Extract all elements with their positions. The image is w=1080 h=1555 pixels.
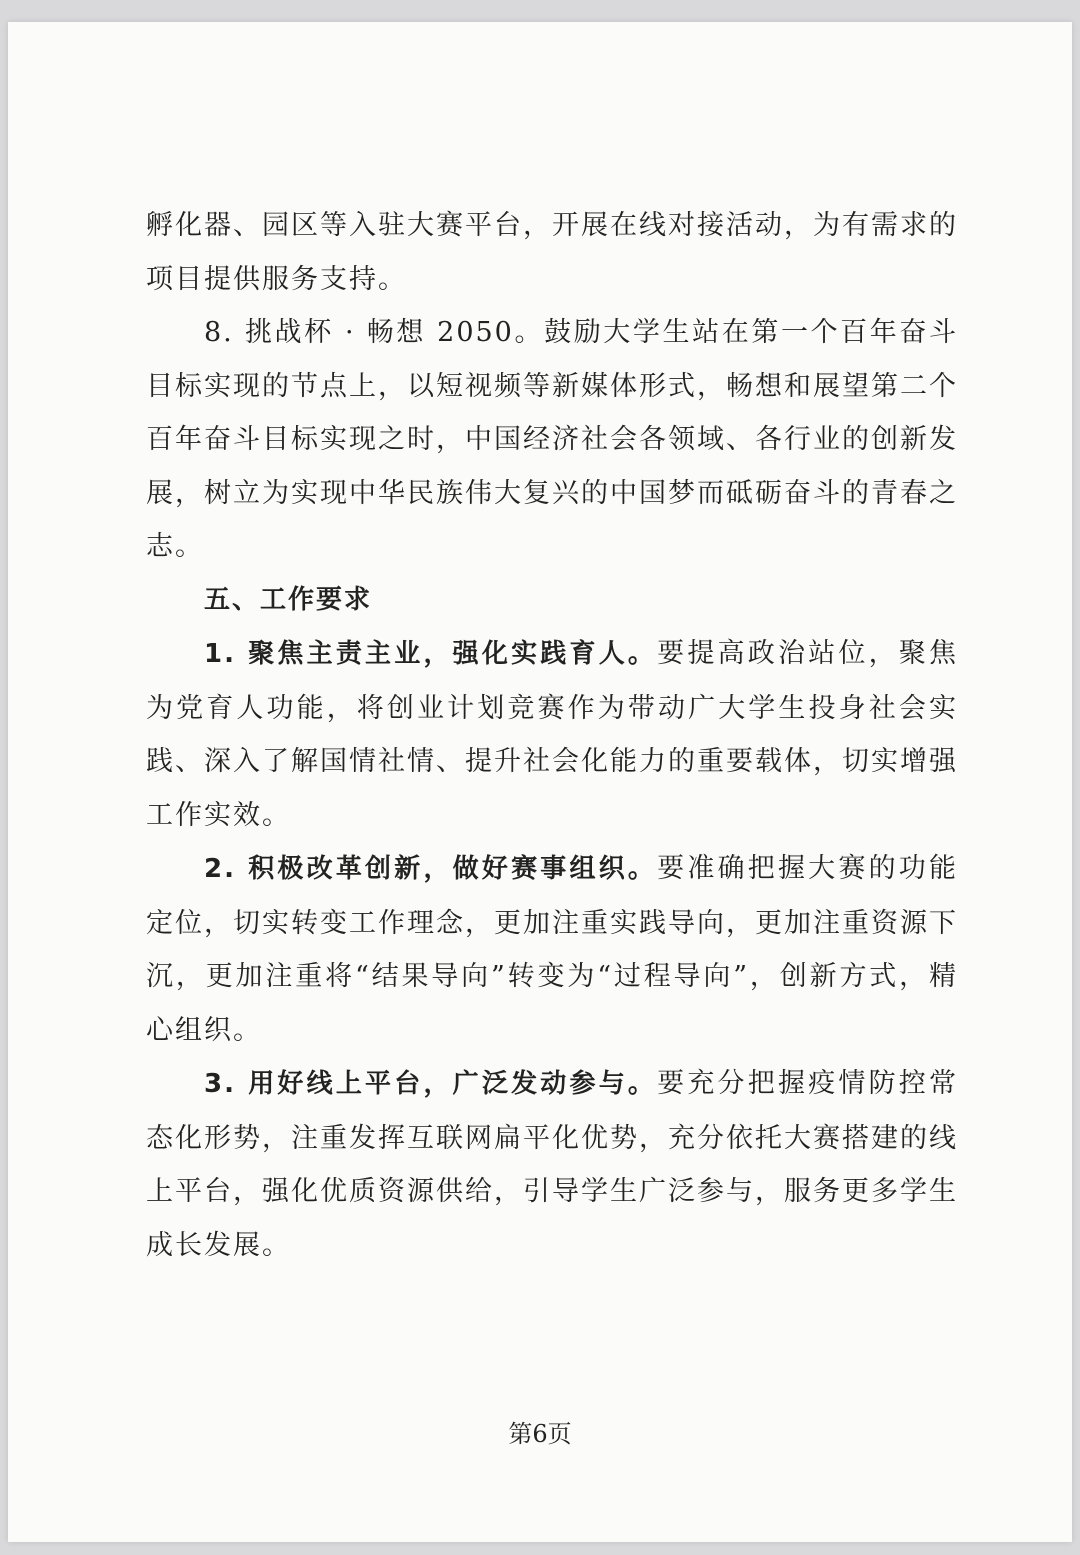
item-8-text: 鼓励大学生站在第一个百年奋斗目标实现的节点上，以短视频等新媒体形式，畅想和展望第二个百年奋斗目标实现之时，中国经济社会各领域、各行业的创新发展，树立为实现中华民族伟大复兴的中国梦而砥砺奋斗的青春之志。	[146, 317, 959, 562]
requirement-2-title: 2. 积极改革创新，做好赛事组织。	[204, 854, 658, 884]
requirement-1-title: 1. 聚焦主责主业，强化实践育人。	[204, 639, 658, 669]
page-number: 第6页	[508, 1420, 572, 1448]
paragraph-item-8	[146, 306, 958, 574]
document-body	[146, 199, 958, 1272]
item-8-title: 8. 挑战杯 · 畅想 2050。	[204, 317, 545, 348]
requirement-3-title: 3. 用好线上平台，广泛发动参与。	[204, 1069, 658, 1099]
section-heading: 五、工作要求	[204, 584, 373, 615]
requirement-2-text: 要准确把握大赛的功能定位，切实转变工作理念，更加注重实践导向，更加注重资源下沉，更加注重将“结果导向”转变为“过程导向”，创新方式，精心组织。	[146, 853, 959, 1046]
document-page	[8, 22, 1072, 1542]
paragraph-continuation: 孵化器、园区等入驻大赛平台，开展在线对接活动，为有需求的项目提供服务支持。	[146, 210, 958, 295]
paragraph-requirement-1	[146, 627, 958, 842]
paragraph-requirement-3	[146, 1057, 958, 1272]
paragraph-requirement-2	[146, 842, 958, 1057]
requirement-3-text: 要充分把握疫情防控常态化形势，注重发挥互联网扁平化优势，充分依托大赛搭建的线上平台，强化优质资源供给，引导学生广泛参与，服务更多学生成长发展。	[146, 1068, 959, 1261]
requirement-1-text: 要提高政治站位，聚焦为党育人功能，将创业计划竞赛作为带动广大学生投身社会实践、深入了解国情社情、提升社会化能力的重要载体，切实增强工作实效。	[146, 638, 959, 831]
